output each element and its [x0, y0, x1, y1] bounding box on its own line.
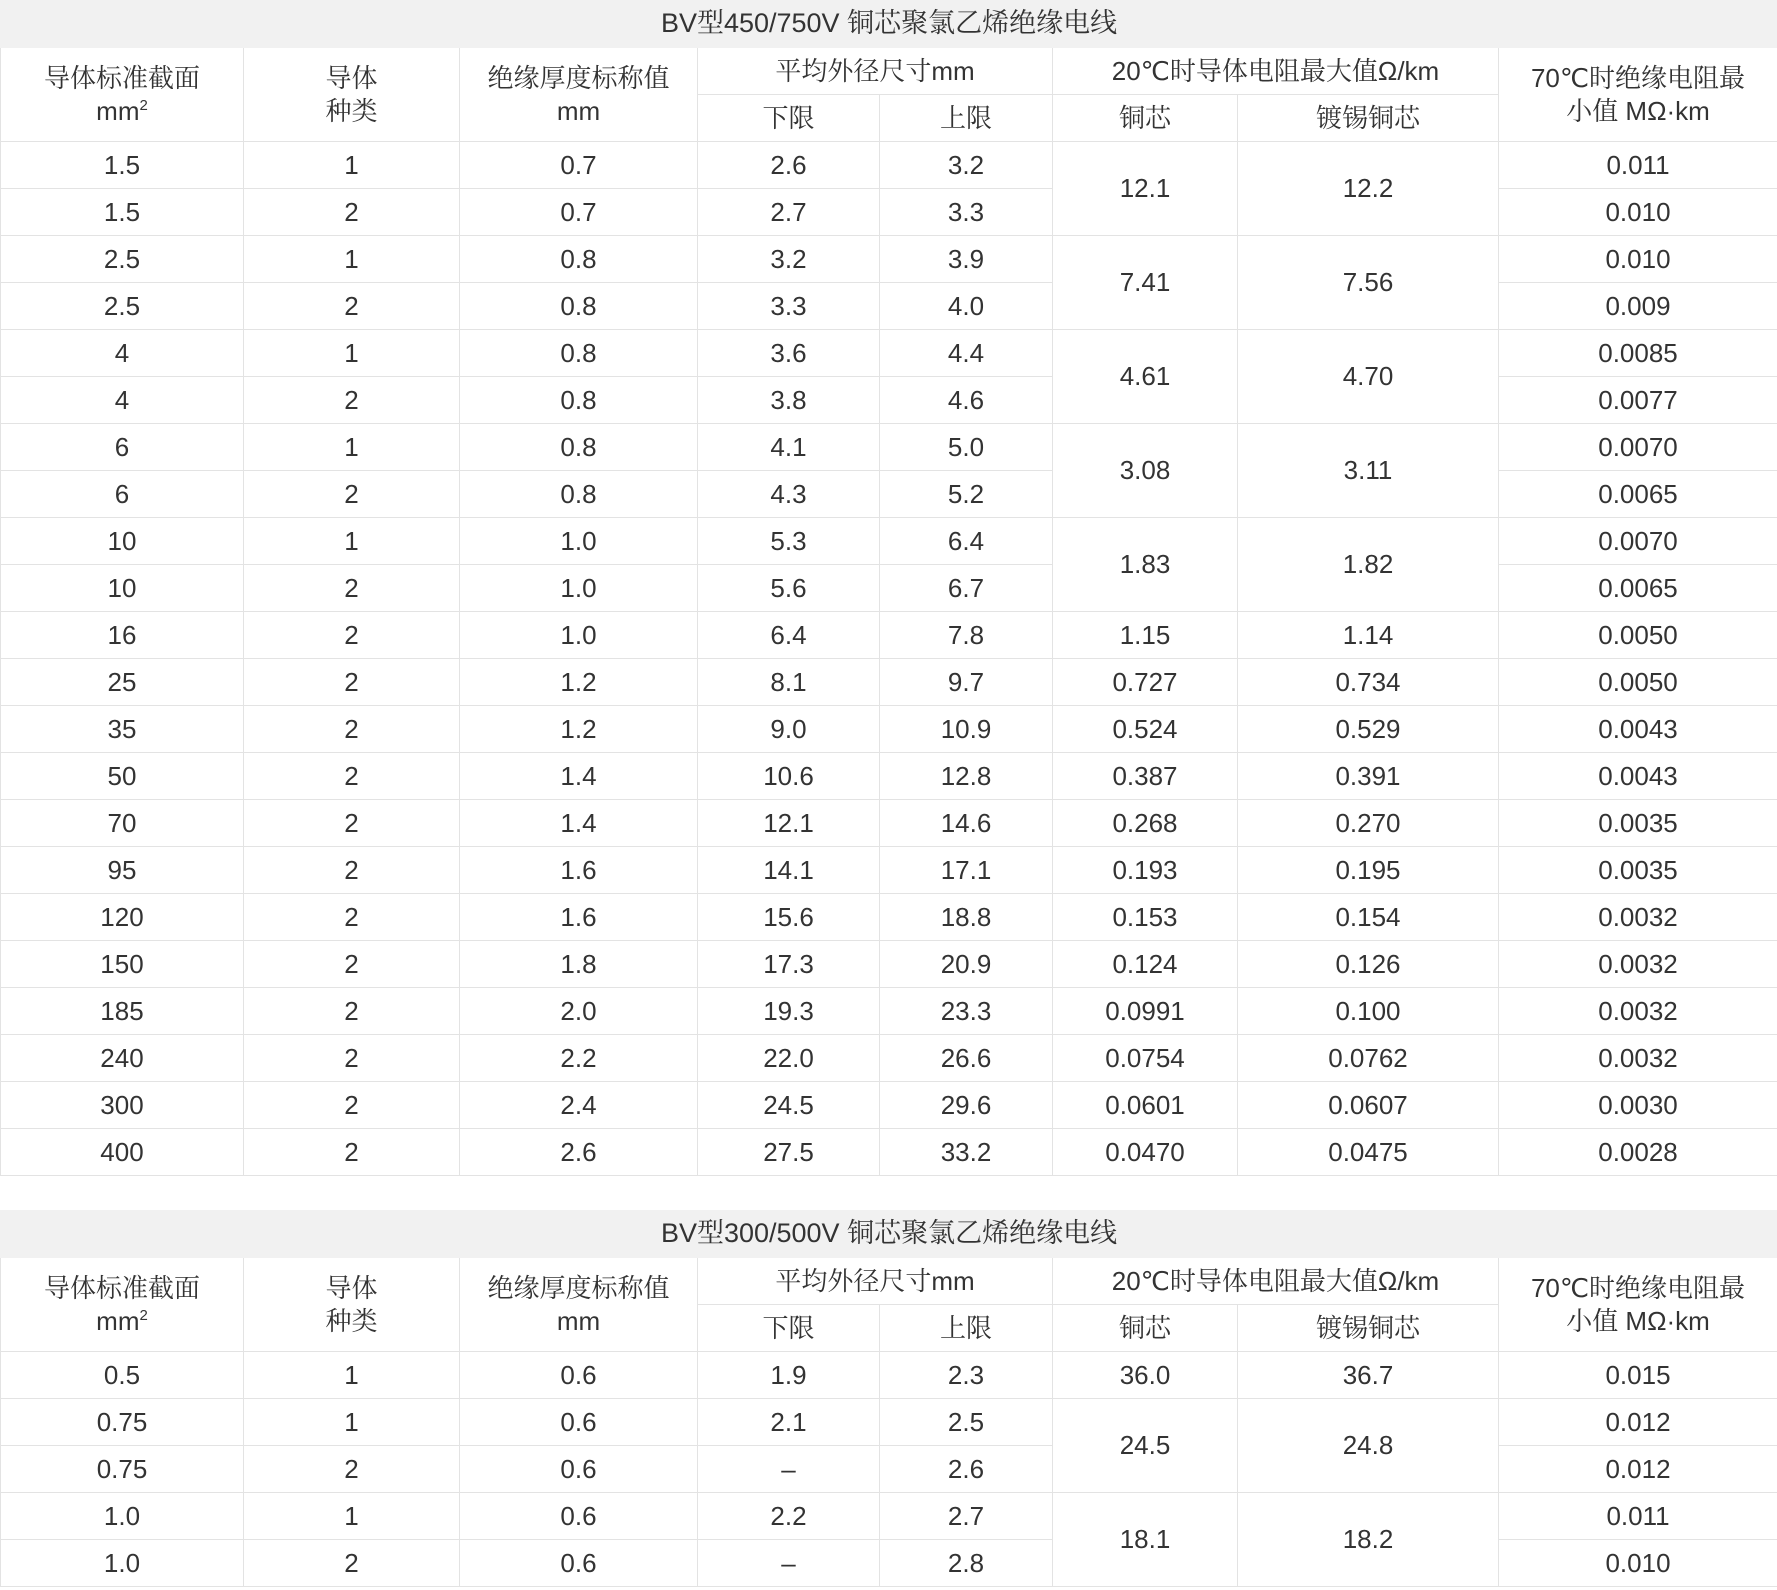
- cell-resistance-copper: 36.0: [1053, 1352, 1238, 1399]
- cell-cross-section: 1.0: [1, 1540, 244, 1587]
- cell-cross-section: 6: [1, 471, 244, 518]
- cell-diameter-upper: 18.8: [880, 894, 1053, 941]
- cell-conductor-type: 2: [244, 1082, 460, 1129]
- table-row: [1, 1493, 1777, 1540]
- cell-insulation-thickness: 0.6: [460, 1352, 698, 1399]
- cell-diameter-lower: 22.0: [698, 1035, 880, 1082]
- cell-resistance-copper: 1.15: [1053, 612, 1238, 659]
- cell-diameter-upper: 10.9: [880, 706, 1053, 753]
- cell-insulation-resistance: 0.0043: [1499, 706, 1777, 753]
- header-lower: 下限: [698, 1305, 880, 1352]
- cell-conductor-type: 1: [244, 518, 460, 565]
- cell-resistance-tinned: 3.11: [1238, 424, 1499, 518]
- cell-conductor-type: 2: [244, 612, 460, 659]
- cell-resistance-tinned: 0.391: [1238, 753, 1499, 800]
- header-cross-section-label: 导体标准截面: [43, 1273, 200, 1303]
- cell-diameter-lower: –: [698, 1446, 880, 1493]
- cell-insulation-resistance: 0.0065: [1499, 565, 1777, 612]
- cell-insulation-resistance: 0.012: [1499, 1446, 1777, 1493]
- cell-insulation-resistance: 0.010: [1499, 1540, 1777, 1587]
- cell-resistance-copper: 0.193: [1053, 847, 1238, 894]
- cell-insulation-resistance: 0.0043: [1499, 753, 1777, 800]
- table-row: [1, 283, 1777, 330]
- cell-resistance-tinned: 4.70: [1238, 330, 1499, 424]
- cell-diameter-lower: 27.5: [698, 1129, 880, 1176]
- cell-resistance-copper: 0.387: [1053, 753, 1238, 800]
- cell-diameter-upper: 2.5: [880, 1399, 1053, 1446]
- table-title-row: [1, 1211, 1777, 1258]
- cell-diameter-upper: 7.8: [880, 612, 1053, 659]
- cell-insulation-thickness: 1.8: [460, 941, 698, 988]
- cell-resistance-tinned: 1.82: [1238, 518, 1499, 612]
- cell-insulation-thickness: 2.4: [460, 1082, 698, 1129]
- cell-diameter-lower: 2.2: [698, 1493, 880, 1540]
- cell-diameter-lower: 3.8: [698, 377, 880, 424]
- table-row: [1, 706, 1777, 753]
- table-row: [1, 424, 1777, 471]
- table-row: [1, 236, 1777, 283]
- cell-conductor-type: 2: [244, 753, 460, 800]
- cell-insulation-resistance: 0.009: [1499, 283, 1777, 330]
- cell-resistance-tinned: 0.154: [1238, 894, 1499, 941]
- header-resistance: 20℃时导体电阻最大值Ω/km: [1053, 1258, 1499, 1305]
- table-row: [1, 988, 1777, 1035]
- cell-insulation-thickness: 2.0: [460, 988, 698, 1035]
- cell-cross-section: 240: [1, 1035, 244, 1082]
- cell-diameter-lower: 9.0: [698, 706, 880, 753]
- header-insulation-resistance-line1: 70℃时绝缘电阻最: [1530, 63, 1746, 93]
- cell-diameter-lower: 17.3: [698, 941, 880, 988]
- header-resistance: 20℃时导体电阻最大值Ω/km: [1053, 48, 1499, 95]
- cell-resistance-tinned: 0.126: [1238, 941, 1499, 988]
- cell-cross-section: 150: [1, 941, 244, 988]
- header-cross-section: [1, 48, 244, 142]
- cell-resistance-copper: 0.0991: [1053, 988, 1238, 1035]
- table-title-row: [1, 1, 1777, 48]
- table-title: BV型450/750V 铜芯聚氯乙烯绝缘电线: [1, 1, 1777, 48]
- cell-insulation-thickness: 1.0: [460, 612, 698, 659]
- header-insulation-thickness: [460, 1258, 698, 1352]
- cell-cross-section: 6: [1, 424, 244, 471]
- cell-conductor-type: 2: [244, 800, 460, 847]
- cell-diameter-lower: 5.3: [698, 518, 880, 565]
- table-row: [1, 1082, 1777, 1129]
- cell-conductor-type: 2: [244, 894, 460, 941]
- cell-cross-section: 2.5: [1, 236, 244, 283]
- cell-resistance-copper: 0.0601: [1053, 1082, 1238, 1129]
- cell-insulation-resistance: 0.0050: [1499, 659, 1777, 706]
- cell-diameter-upper: 3.2: [880, 142, 1053, 189]
- table-row: [1, 894, 1777, 941]
- header-outer-diameter: 平均外径尺寸mm: [698, 1258, 1053, 1305]
- cell-insulation-thickness: 0.7: [460, 189, 698, 236]
- cell-insulation-resistance: 0.0077: [1499, 377, 1777, 424]
- header-upper: 上限: [880, 1305, 1053, 1352]
- cell-cross-section: 0.75: [1, 1399, 244, 1446]
- cell-insulation-resistance: 0.011: [1499, 1493, 1777, 1540]
- table-title: BV型300/500V 铜芯聚氯乙烯绝缘电线: [1, 1211, 1777, 1258]
- cell-diameter-upper: 12.8: [880, 753, 1053, 800]
- cell-insulation-resistance: 0.0070: [1499, 424, 1777, 471]
- cell-conductor-type: 1: [244, 1352, 460, 1399]
- cell-conductor-type: 2: [244, 471, 460, 518]
- table-row: [1, 847, 1777, 894]
- cell-diameter-upper: 14.6: [880, 800, 1053, 847]
- cell-diameter-upper: 5.0: [880, 424, 1053, 471]
- cell-diameter-lower: 14.1: [698, 847, 880, 894]
- table-row: [1, 1035, 1777, 1082]
- table-row: [1, 1352, 1777, 1399]
- header-conductor-type: [244, 48, 460, 142]
- cell-cross-section: 1.0: [1, 1493, 244, 1540]
- cell-insulation-resistance: 0.011: [1499, 142, 1777, 189]
- cell-resistance-tinned: 0.270: [1238, 800, 1499, 847]
- cell-resistance-copper: 4.61: [1053, 330, 1238, 424]
- header-conductor-type-line2: 种类: [325, 95, 378, 126]
- cell-conductor-type: 2: [244, 988, 460, 1035]
- cell-cross-section: 2.5: [1, 283, 244, 330]
- header-conductor-type-line1: 导体: [325, 1273, 378, 1303]
- cell-diameter-lower: 2.6: [698, 142, 880, 189]
- cell-diameter-upper: 2.6: [880, 1446, 1053, 1493]
- cell-resistance-copper: 1.83: [1053, 518, 1238, 612]
- cell-diameter-lower: 4.1: [698, 424, 880, 471]
- cell-insulation-thickness: 0.8: [460, 377, 698, 424]
- cell-cross-section: 400: [1, 1129, 244, 1176]
- cell-insulation-resistance: 0.0035: [1499, 800, 1777, 847]
- table-row: [1, 377, 1777, 424]
- table-row: [1, 941, 1777, 988]
- cell-insulation-resistance: 0.010: [1499, 189, 1777, 236]
- table-row: [1, 518, 1777, 565]
- cell-resistance-tinned: 1.14: [1238, 612, 1499, 659]
- cell-insulation-thickness: 0.8: [460, 330, 698, 377]
- header-cross-section-unit-line: [1, 1305, 243, 1338]
- cell-diameter-lower: –: [698, 1540, 880, 1587]
- cell-diameter-lower: 12.1: [698, 800, 880, 847]
- cell-resistance-copper: 18.1: [1053, 1493, 1238, 1587]
- header-conductor-type: [244, 1258, 460, 1352]
- header-upper: 上限: [880, 95, 1053, 142]
- cell-cross-section: 25: [1, 659, 244, 706]
- table-row: [1, 659, 1777, 706]
- cell-insulation-resistance: 0.0032: [1499, 941, 1777, 988]
- cell-resistance-copper: 0.0754: [1053, 1035, 1238, 1082]
- cell-conductor-type: 2: [244, 377, 460, 424]
- header-tinned-copper: 镀锡铜芯: [1238, 95, 1499, 142]
- cell-diameter-upper: 26.6: [880, 1035, 1053, 1082]
- cell-diameter-upper: 6.4: [880, 518, 1053, 565]
- cell-diameter-upper: 5.2: [880, 471, 1053, 518]
- cell-insulation-thickness: 0.8: [460, 283, 698, 330]
- cell-diameter-upper: 2.8: [880, 1540, 1053, 1587]
- table-row: [1, 330, 1777, 377]
- header-insulation-resistance-line2: 小值 MΩ·km: [1566, 95, 1710, 126]
- cell-conductor-type: 1: [244, 1399, 460, 1446]
- cell-cross-section: 35: [1, 706, 244, 753]
- cell-insulation-thickness: 0.8: [460, 236, 698, 283]
- cell-cross-section: 10: [1, 565, 244, 612]
- cell-insulation-thickness: 0.8: [460, 471, 698, 518]
- header-insulation-thickness: [460, 48, 698, 142]
- cell-cross-section: 16: [1, 612, 244, 659]
- cell-insulation-thickness: 1.2: [460, 659, 698, 706]
- header-insulation-resistance: [1499, 1258, 1777, 1352]
- cell-resistance-tinned: 0.529: [1238, 706, 1499, 753]
- header-cross-section-unit: mm: [96, 95, 140, 126]
- cell-insulation-resistance: 0.0050: [1499, 612, 1777, 659]
- cell-resistance-copper: 12.1: [1053, 142, 1238, 236]
- cell-diameter-upper: 33.2: [880, 1129, 1053, 1176]
- cell-diameter-upper: 17.1: [880, 847, 1053, 894]
- cell-conductor-type: 1: [244, 1493, 460, 1540]
- cell-diameter-lower: 8.1: [698, 659, 880, 706]
- cell-insulation-thickness: 1.6: [460, 847, 698, 894]
- cell-diameter-upper: 4.4: [880, 330, 1053, 377]
- cell-diameter-lower: 19.3: [698, 988, 880, 1035]
- table-row: [1, 471, 1777, 518]
- cell-insulation-resistance: 0.0028: [1499, 1129, 1777, 1176]
- table-row: [1, 189, 1777, 236]
- cell-resistance-tinned: 24.8: [1238, 1399, 1499, 1493]
- cell-resistance-copper: 7.41: [1053, 236, 1238, 330]
- cell-diameter-lower: 24.5: [698, 1082, 880, 1129]
- cell-diameter-lower: 3.3: [698, 283, 880, 330]
- header-row: [1, 48, 1777, 95]
- cell-resistance-copper: 0.268: [1053, 800, 1238, 847]
- cell-insulation-thickness: 1.0: [460, 565, 698, 612]
- cell-diameter-lower: 3.6: [698, 330, 880, 377]
- cell-resistance-tinned: 12.2: [1238, 142, 1499, 236]
- cell-insulation-resistance: 0.0085: [1499, 330, 1777, 377]
- cell-diameter-upper: 29.6: [880, 1082, 1053, 1129]
- cell-conductor-type: 2: [244, 941, 460, 988]
- table-row: [1, 612, 1777, 659]
- cell-insulation-thickness: 0.6: [460, 1446, 698, 1493]
- cell-diameter-lower: 1.9: [698, 1352, 880, 1399]
- cell-diameter-upper: 9.7: [880, 659, 1053, 706]
- header-insulation-line1: 绝缘厚度标称值: [487, 63, 670, 93]
- header-cross-section-sup: 2: [139, 96, 148, 114]
- cell-cross-section: 300: [1, 1082, 244, 1129]
- cell-diameter-upper: 23.3: [880, 988, 1053, 1035]
- cell-diameter-lower: 4.3: [698, 471, 880, 518]
- cell-conductor-type: 2: [244, 847, 460, 894]
- cell-insulation-resistance: 0.012: [1499, 1399, 1777, 1446]
- cell-diameter-lower: 15.6: [698, 894, 880, 941]
- cell-conductor-type: 2: [244, 1035, 460, 1082]
- cell-cross-section: 120: [1, 894, 244, 941]
- header-cross-section: [1, 1258, 244, 1352]
- cell-diameter-lower: 6.4: [698, 612, 880, 659]
- header-insulation-resistance: [1499, 48, 1777, 142]
- cell-cross-section: 185: [1, 988, 244, 1035]
- cell-cross-section: 70: [1, 800, 244, 847]
- cell-resistance-copper: 0.727: [1053, 659, 1238, 706]
- table-row: [1, 1399, 1777, 1446]
- cell-resistance-copper: 0.524: [1053, 706, 1238, 753]
- cell-insulation-thickness: 1.0: [460, 518, 698, 565]
- header-insulation-resistance-line1: 70℃时绝缘电阻最: [1530, 1273, 1746, 1303]
- header-insulation-line1: 绝缘厚度标称值: [487, 1273, 670, 1303]
- table-row: [1, 1540, 1777, 1587]
- header-row: [1, 1258, 1777, 1305]
- cell-conductor-type: 1: [244, 330, 460, 377]
- header-lower: 下限: [698, 95, 880, 142]
- header-conductor-type-line2: 种类: [325, 1305, 378, 1336]
- header-cross-section-label: 导体标准截面: [43, 63, 200, 93]
- cell-insulation-thickness: 0.8: [460, 424, 698, 471]
- cell-diameter-upper: 4.6: [880, 377, 1053, 424]
- cell-resistance-tinned: 7.56: [1238, 236, 1499, 330]
- cell-resistance-copper: 0.124: [1053, 941, 1238, 988]
- cell-cross-section: 1.5: [1, 189, 244, 236]
- cell-insulation-resistance: 0.0070: [1499, 518, 1777, 565]
- cell-resistance-tinned: 0.0475: [1238, 1129, 1499, 1176]
- cell-diameter-upper: 6.7: [880, 565, 1053, 612]
- cell-insulation-resistance: 0.0030: [1499, 1082, 1777, 1129]
- cell-conductor-type: 1: [244, 236, 460, 283]
- cell-conductor-type: 2: [244, 565, 460, 612]
- cell-diameter-upper: 3.3: [880, 189, 1053, 236]
- cell-insulation-resistance: 0.0032: [1499, 894, 1777, 941]
- cell-conductor-type: 2: [244, 706, 460, 753]
- cell-cross-section: 0.5: [1, 1352, 244, 1399]
- cell-cross-section: 95: [1, 847, 244, 894]
- header-outer-diameter: 平均外径尺寸mm: [698, 48, 1053, 95]
- cell-diameter-upper: 2.7: [880, 1493, 1053, 1540]
- cell-cross-section: 50: [1, 753, 244, 800]
- cell-conductor-type: 2: [244, 1446, 460, 1493]
- cell-resistance-copper: 3.08: [1053, 424, 1238, 518]
- cell-conductor-type: 1: [244, 142, 460, 189]
- cell-insulation-resistance: 0.0032: [1499, 988, 1777, 1035]
- cell-diameter-lower: 10.6: [698, 753, 880, 800]
- cell-insulation-thickness: 0.6: [460, 1493, 698, 1540]
- cell-resistance-tinned: 0.0762: [1238, 1035, 1499, 1082]
- table-row: [1, 1446, 1777, 1493]
- cell-conductor-type: 2: [244, 283, 460, 330]
- cell-resistance-tinned: 0.734: [1238, 659, 1499, 706]
- cell-diameter-upper: 20.9: [880, 941, 1053, 988]
- header-tinned-copper: 镀锡铜芯: [1238, 1305, 1499, 1352]
- cell-conductor-type: 2: [244, 189, 460, 236]
- cell-resistance-tinned: 18.2: [1238, 1493, 1499, 1587]
- cell-insulation-thickness: 1.6: [460, 894, 698, 941]
- table-row: [1, 142, 1777, 189]
- cell-insulation-resistance: 0.0032: [1499, 1035, 1777, 1082]
- cell-insulation-resistance: 0.015: [1499, 1352, 1777, 1399]
- cell-diameter-lower: 3.2: [698, 236, 880, 283]
- header-insulation-line2: mm: [556, 1305, 601, 1336]
- cell-insulation-thickness: 1.2: [460, 706, 698, 753]
- table-row: [1, 800, 1777, 847]
- cell-insulation-thickness: 1.4: [460, 753, 698, 800]
- header-insulation-resistance-line2: 小值 MΩ·km: [1566, 1305, 1710, 1336]
- table-row: [1, 565, 1777, 612]
- cell-insulation-resistance: 0.010: [1499, 236, 1777, 283]
- table-row: [1, 1129, 1777, 1176]
- cell-resistance-tinned: 36.7: [1238, 1352, 1499, 1399]
- cell-conductor-type: 2: [244, 659, 460, 706]
- cell-insulation-thickness: 0.6: [460, 1540, 698, 1587]
- header-cross-section-unit-line: [1, 95, 243, 128]
- header-cross-section-sup: 2: [139, 1306, 148, 1324]
- bv-300-500-table: [0, 1210, 1777, 1587]
- cell-insulation-thickness: 2.2: [460, 1035, 698, 1082]
- header-cross-section-unit: mm: [96, 1305, 140, 1336]
- cell-diameter-lower: 2.1: [698, 1399, 880, 1446]
- cell-cross-section: 4: [1, 330, 244, 377]
- cell-resistance-copper: 0.0470: [1053, 1129, 1238, 1176]
- cell-cross-section: 4: [1, 377, 244, 424]
- cell-diameter-upper: 3.9: [880, 236, 1053, 283]
- header-insulation-line2: mm: [556, 95, 601, 126]
- cell-diameter-upper: 2.3: [880, 1352, 1053, 1399]
- cell-insulation-thickness: 0.7: [460, 142, 698, 189]
- header-copper: 铜芯: [1053, 1305, 1238, 1352]
- cell-cross-section: 0.75: [1, 1446, 244, 1493]
- cell-diameter-lower: 2.7: [698, 189, 880, 236]
- cell-conductor-type: 2: [244, 1129, 460, 1176]
- cell-insulation-resistance: 0.0065: [1499, 471, 1777, 518]
- cell-diameter-upper: 4.0: [880, 283, 1053, 330]
- cell-insulation-resistance: 0.0035: [1499, 847, 1777, 894]
- table-row: [1, 753, 1777, 800]
- cell-resistance-tinned: 0.100: [1238, 988, 1499, 1035]
- cell-resistance-copper: 24.5: [1053, 1399, 1238, 1493]
- cell-insulation-thickness: 1.4: [460, 800, 698, 847]
- cell-cross-section: 1.5: [1, 142, 244, 189]
- cell-resistance-copper: 0.153: [1053, 894, 1238, 941]
- cell-resistance-tinned: 0.195: [1238, 847, 1499, 894]
- cell-cross-section: 10: [1, 518, 244, 565]
- cell-resistance-tinned: 0.0607: [1238, 1082, 1499, 1129]
- header-conductor-type-line1: 导体: [325, 63, 378, 93]
- cell-diameter-lower: 5.6: [698, 565, 880, 612]
- header-copper: 铜芯: [1053, 95, 1238, 142]
- cell-conductor-type: 1: [244, 424, 460, 471]
- cell-insulation-thickness: 0.6: [460, 1399, 698, 1446]
- cell-conductor-type: 2: [244, 1540, 460, 1587]
- cell-insulation-thickness: 2.6: [460, 1129, 698, 1176]
